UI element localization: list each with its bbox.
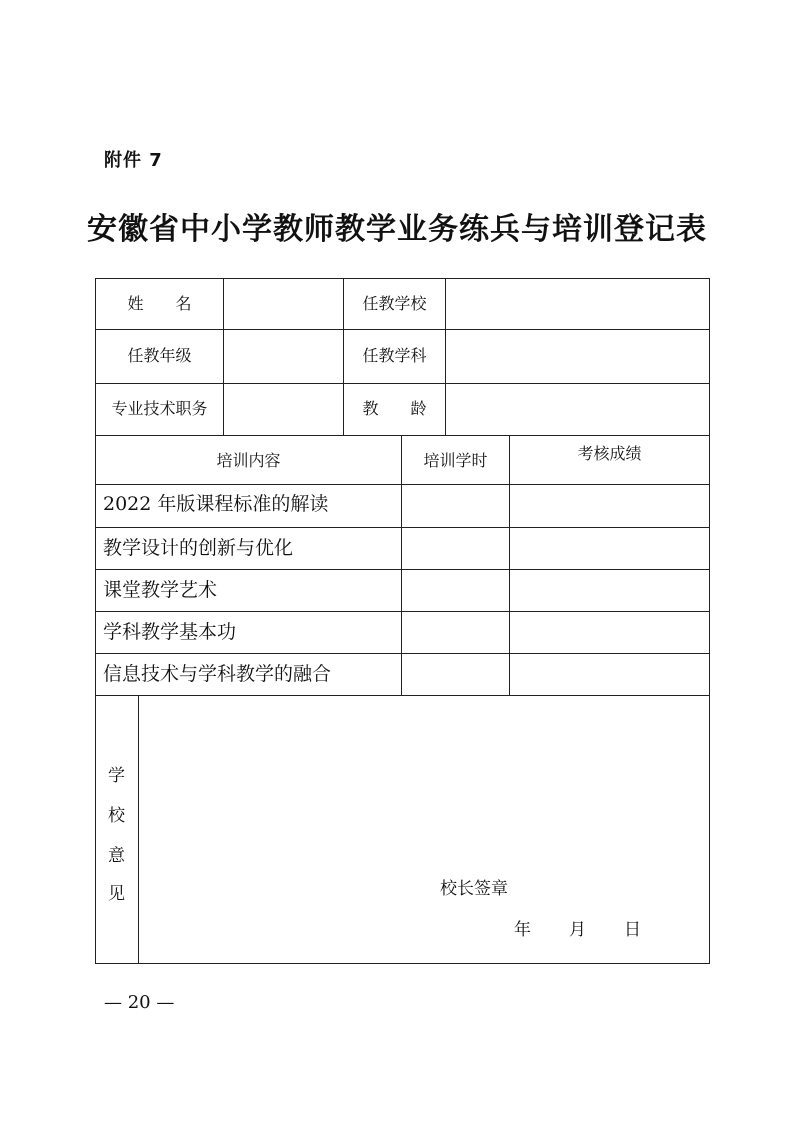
row-divider (96, 569, 709, 570)
name-value[interactable] (224, 279, 343, 329)
form-title: 安徽省中小学教师教学业务练兵与培训登记表 (87, 212, 707, 247)
opinion-label-char: 学 (108, 766, 125, 786)
subject-label: 任教学科 (362, 346, 427, 365)
grade-label: 任教年级 (127, 346, 192, 365)
course-item: 2022 年版课程标准的解读 (103, 493, 329, 515)
name-label: 姓 名 (127, 294, 192, 313)
course-item: 教学设计的创新与优化 (103, 537, 294, 559)
school-value[interactable] (446, 279, 709, 329)
training-hours-header: 培训学时 (423, 451, 488, 470)
page-number: — 20 — (104, 992, 175, 1013)
principal-signature-label: 校长签章 (440, 879, 508, 899)
row-divider (96, 435, 709, 436)
row-divider (96, 527, 709, 528)
date-month-label: 月 (569, 920, 586, 940)
row-divider (96, 484, 709, 485)
subject-value[interactable] (446, 330, 709, 383)
course-item: 学科教学基本功 (103, 621, 237, 643)
date-year-label: 年 (514, 920, 531, 940)
school-label: 任教学校 (362, 294, 427, 313)
registration-form (95, 278, 710, 964)
course-item: 信息技术与学科教学的融合 (103, 663, 332, 685)
row-divider (96, 611, 709, 612)
assessment-score-header: 考核成绩 (577, 444, 642, 463)
professional-title-label: 专业技术职务 (111, 399, 208, 418)
col-divider (509, 435, 510, 695)
date-day-label: 日 (624, 920, 641, 940)
row-divider (96, 653, 709, 654)
opinion-label-char: 意 (108, 846, 125, 866)
opinion-label-char: 见 (108, 884, 125, 904)
attachment-label: 附件 7 (104, 150, 163, 171)
teaching-years-value[interactable] (446, 384, 709, 435)
col-divider (401, 435, 402, 695)
opinion-label-char: 校 (108, 806, 125, 826)
training-content-header: 培训内容 (216, 451, 281, 470)
professional-title-value[interactable] (224, 384, 343, 435)
grade-value[interactable] (224, 330, 343, 383)
course-item: 课堂教学艺术 (103, 579, 218, 601)
teaching-years-label: 教 龄 (362, 399, 427, 418)
